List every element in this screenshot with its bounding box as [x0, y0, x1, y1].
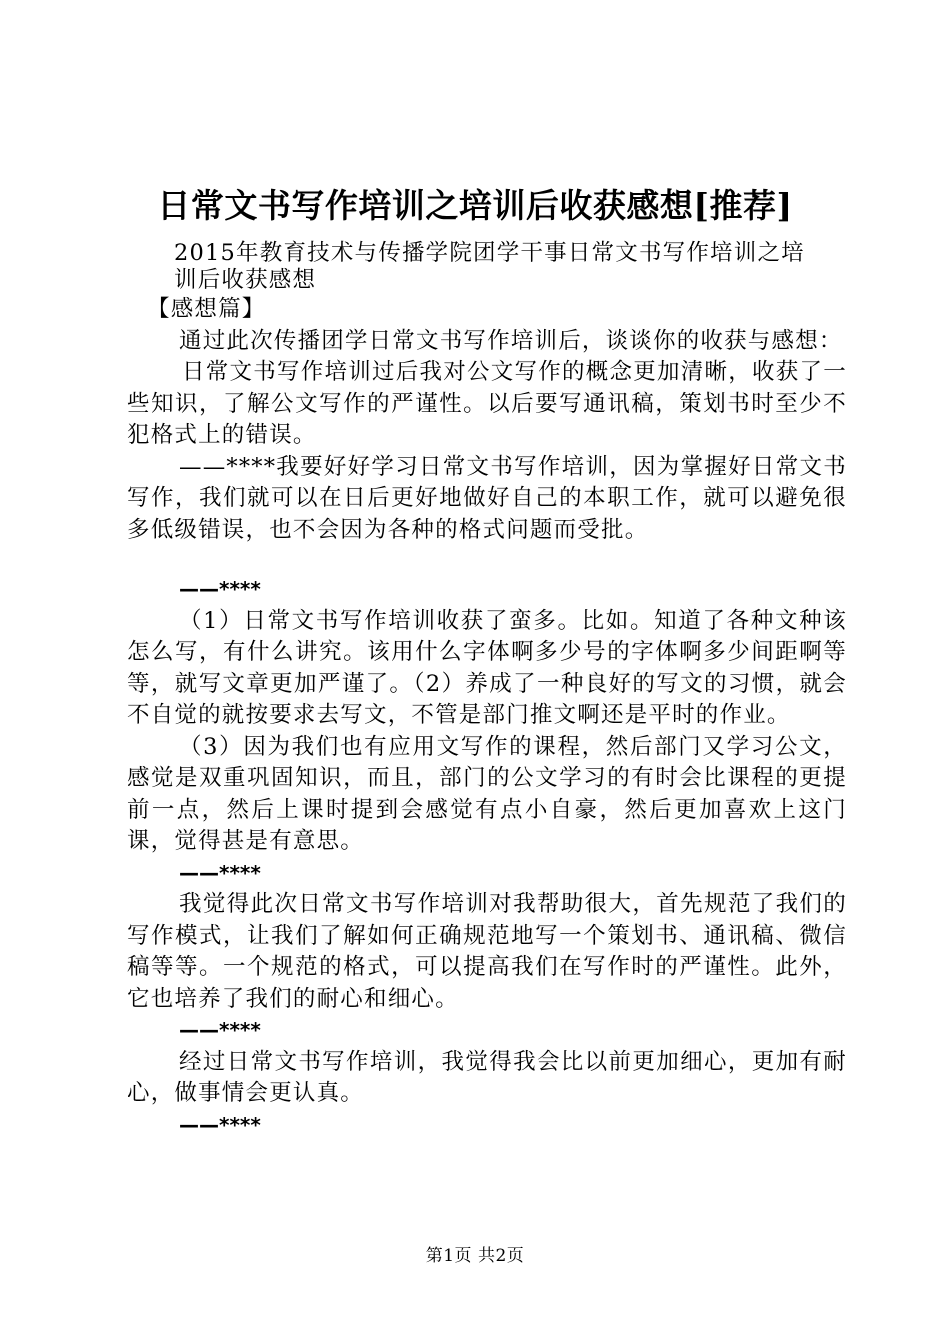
question-paragraph: 通过此次传播团学日常文书写作培训后，谈谈你的收获与感想：	[179, 327, 843, 354]
paragraph-5: 我觉得此次日常文书写作培训对我帮助很大，首先规范了我们的写作模式，让我们了解如何正确规范地写一个策划书、通讯稿、微信稿等等。一个规范的格式，可以提高我们在写作时的严谨性。此外，它也培养了我们的耐心和细心。	[127, 891, 847, 1012]
paragraph-3: （1）日常文书写作培训收获了蛮多。比如。知道了各种文种该怎么写，有什么讲究。该用什么字体啊多少号的字体啊多少间距啊等等，就写文章更加严谨了。（2）养成了一种良好的写文的习惯，就会不自觉的就按要求去写文，不管是部门推文啊还是平时的作业。	[127, 607, 847, 728]
document-title: 日常文书写作培训之培训后收获感想[推荐]	[157, 186, 793, 225]
document-subtitle: 2015年教育技术与传播学院团学干事日常文书写作培训之培训后收获感想	[174, 240, 805, 293]
paragraph-2: ——****我要好好学习日常文书写作培训，因为掌握好日常文书写作，我们就可以在日后更好地做好自己的本职工作，就可以避免很多低级错误，也不会因为各种的格式问题而受批。	[127, 453, 847, 543]
signature-1: ——****	[179, 577, 261, 601]
paragraph-1: 日常文书写作培训过后我对公文写作的概念更加清晰，收获了一些知识，了解公文写作的严谨性。以后要写通讯稿，策划书时至少不犯格式上的错误。	[127, 359, 847, 448]
signature-4: ——****	[179, 1112, 261, 1137]
document-body	[127, 240, 847, 1141]
page-footer: 第1页 共2页	[425, 1246, 525, 1266]
blank-line	[127, 546, 847, 574]
paragraph-6: 经过日常文书写作培训，我觉得我会比以前更加细心，更加有耐心，做事情会更认真。	[127, 1048, 847, 1106]
paragraph-4: （3）因为我们也有应用文写作的课程，然后部门又学习公文，感觉是双重巩固知识，而且，部门的公文学习的有时会比课程的更提前一点，然后上课时提到会感觉有点小自豪，然后更加喜欢上这门课，觉得甚是有意思。	[127, 733, 847, 854]
signature-3: ——****	[179, 1018, 261, 1042]
section-heading: 【感想篇】	[147, 296, 266, 322]
signature-2: ——****	[179, 860, 261, 885]
